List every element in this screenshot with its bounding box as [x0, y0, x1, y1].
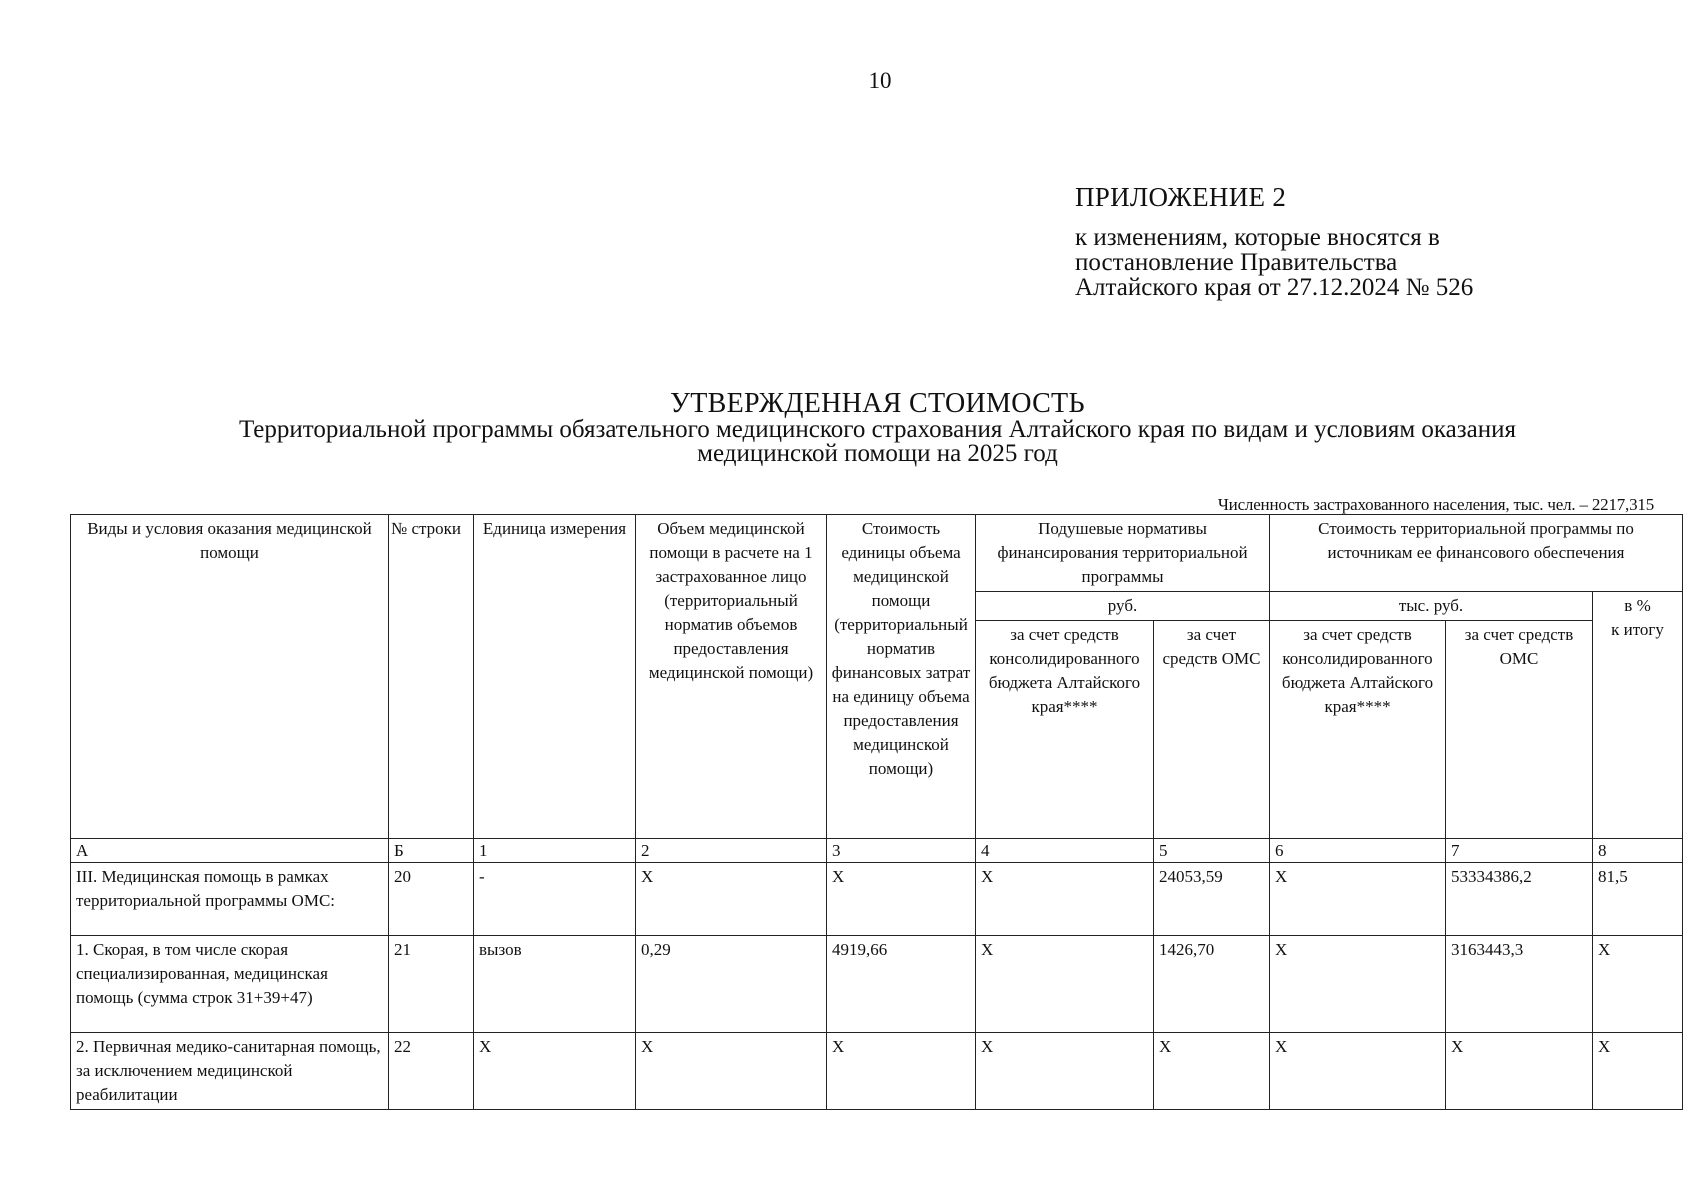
- row-oms-rub: 1426,70: [1154, 936, 1270, 1033]
- header-budget-thousand: за счет средств консолидированного бюджета Алтайского края****: [1270, 621, 1446, 839]
- row-unit-cost: Х: [827, 1033, 976, 1110]
- header-row-1: [71, 515, 1683, 592]
- cost-table: [70, 514, 1683, 1110]
- header-unit-thousand-rub: тыс. руб.: [1270, 592, 1593, 621]
- row-volume: Х: [636, 863, 827, 936]
- header-col-1: Единица измерения: [474, 515, 636, 839]
- row-oms-thousand: 3163443,3: [1446, 936, 1593, 1033]
- row-budget-thousand: Х: [1270, 936, 1446, 1033]
- table-row: [71, 936, 1683, 1033]
- appendix-block: [1075, 182, 1635, 300]
- row-number: 20: [389, 863, 474, 936]
- appendix-title: ПРИЛОЖЕНИЕ 2: [1075, 182, 1287, 212]
- row-budget-rub: Х: [976, 936, 1154, 1033]
- row-name: III. Медицинская помощь в рамках территориальной программы ОМС:: [71, 863, 389, 936]
- row-unit-cost: 4919,66: [827, 936, 976, 1033]
- header-to-total: к итогу: [1611, 620, 1664, 639]
- colnum-2: 2: [636, 839, 827, 863]
- table-row: [71, 1033, 1683, 1110]
- row-unit-cost: Х: [827, 863, 976, 936]
- appendix-line-1: к изменениям, которые вносятся в: [1075, 224, 1440, 251]
- header-percent: [1593, 592, 1683, 839]
- row-budget-rub: Х: [976, 863, 1154, 936]
- document-heading: [70, 390, 1685, 466]
- header-col-b: № строки: [389, 515, 474, 839]
- heading-line-1: Территориальной программы обязательного медицинского страхования Алтайского края по видам и условиям оказания: [238, 416, 1516, 443]
- header-oms-rub: за счет средств ОМС: [1154, 621, 1270, 839]
- colnum-b: Б: [389, 839, 474, 863]
- row-budget-thousand: Х: [1270, 1033, 1446, 1110]
- population-note: Численность застрахованного населения, тыс. чел. – 2217,315: [1217, 495, 1654, 514]
- row-unit: Х: [474, 1033, 636, 1110]
- row-name: 1. Скорая, в том числе скорая специализированная, медицинская помощь (сумма строк 31+39+47): [71, 936, 389, 1033]
- header-percent-label: в %: [1624, 596, 1651, 615]
- row-volume: 0,29: [636, 936, 827, 1033]
- header-oms-thousand: за счет средств ОМС: [1446, 621, 1593, 839]
- heading-line-2: медицинской помощи на 2025 год: [697, 440, 1058, 467]
- row-percent: Х: [1593, 1033, 1683, 1110]
- header-budget-rub: за счет средств консолидированного бюджета Алтайского края****: [976, 621, 1154, 839]
- heading-title: УТВЕРЖДЕННАЯ СТОИМОСТЬ: [670, 388, 1085, 419]
- header-group-per-capita: Подушевые нормативы финансирования территориальной программы: [976, 515, 1270, 592]
- row-budget-thousand: Х: [1270, 863, 1446, 936]
- colnum-a: А: [71, 839, 389, 863]
- column-number-row: [71, 839, 1683, 863]
- header-col-a: Виды и условия оказания медицинской помощи: [71, 515, 389, 839]
- page-number: 10: [868, 68, 892, 93]
- header-unit-rub: руб.: [976, 592, 1270, 621]
- row-oms-rub: 24053,59: [1154, 863, 1270, 936]
- row-oms-thousand: 53334386,2: [1446, 863, 1593, 936]
- colnum-1: 1: [474, 839, 636, 863]
- colnum-4: 4: [976, 839, 1154, 863]
- header-group-cost: Стоимость территориальной программы по источникам ее финансового обеспечения: [1270, 515, 1683, 592]
- colnum-5: 5: [1154, 839, 1270, 863]
- row-percent: 81,5: [1593, 863, 1683, 936]
- row-percent: Х: [1593, 936, 1683, 1033]
- row-unit: -: [474, 863, 636, 936]
- row-name: 2. Первичная медико-санитарная помощь, за исключением медицинской реабилитации: [71, 1033, 389, 1110]
- colnum-3: 3: [827, 839, 976, 863]
- colnum-7: 7: [1446, 839, 1593, 863]
- row-oms-rub: Х: [1154, 1033, 1270, 1110]
- colnum-8: 8: [1593, 839, 1683, 863]
- row-number: 22: [389, 1033, 474, 1110]
- row-number: 21: [389, 936, 474, 1033]
- appendix-line-2: постановление Правительства: [1075, 249, 1398, 276]
- appendix-line-3: Алтайского края от 27.12.2024 № 526: [1075, 274, 1474, 301]
- header-col-2: Объем медицинской помощи в расчете на 1 застрахованное лицо (территориальный норматив объемов предоставления медицинской помощи): [636, 515, 827, 839]
- row-oms-thousand: Х: [1446, 1033, 1593, 1110]
- table-row: [71, 863, 1683, 936]
- header-col-3: Стоимость единицы объема медицинской помощи (территориальный норматив финансовых затрат на единицу объема предоставления медицинской помощи): [827, 515, 976, 839]
- colnum-6: 6: [1270, 839, 1446, 863]
- row-budget-rub: Х: [976, 1033, 1154, 1110]
- row-volume: Х: [636, 1033, 827, 1110]
- row-unit: вызов: [474, 936, 636, 1033]
